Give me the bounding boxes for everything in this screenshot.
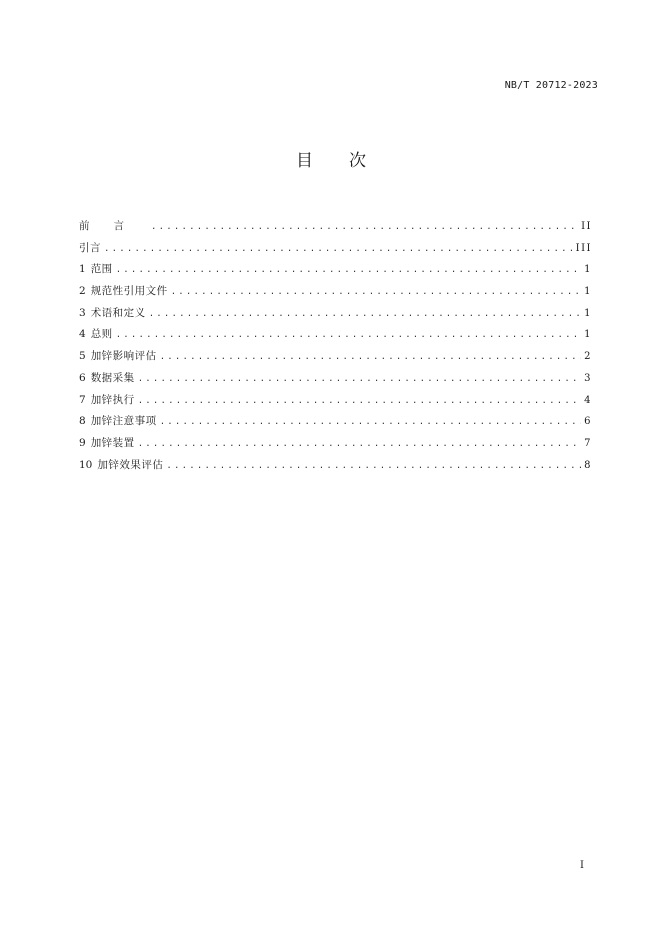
- document-code: NB/T 20712-2023: [504, 80, 598, 91]
- toc-entry-page: 1: [584, 286, 592, 298]
- dot-leader: [116, 265, 581, 275]
- toc-entry-page: II: [581, 221, 592, 232]
- toc-entry-page: 7: [584, 437, 592, 449]
- toc-entry-5[interactable]: [79, 348, 592, 370]
- toc-entry-number: 6: [79, 371, 86, 384]
- dot-leader: [138, 439, 581, 449]
- table-of-contents: [79, 218, 592, 478]
- toc-entry-introduction[interactable]: [79, 240, 592, 262]
- toc-title: [0, 146, 662, 171]
- dot-leader: [160, 352, 581, 362]
- toc-entry-number: 8: [79, 415, 86, 428]
- toc-entry-6[interactable]: [79, 370, 592, 392]
- toc-entry-number: 9: [79, 436, 86, 449]
- toc-entry-page: 2: [584, 351, 592, 363]
- toc-entry-label: 引言: [79, 241, 101, 254]
- toc-entry-foreword[interactable]: [79, 218, 592, 240]
- toc-entry-label: 加锌效果评估: [97, 458, 164, 471]
- toc-entry-page: 1: [584, 307, 592, 319]
- toc-entry-label: 加锌影响评估: [90, 350, 157, 363]
- toc-entry-7[interactable]: [79, 392, 592, 414]
- toc-entry-label: 范围: [90, 263, 113, 276]
- dot-leader: [104, 244, 573, 254]
- toc-entry-number: 3: [79, 306, 86, 319]
- toc-entry-4[interactable]: [79, 326, 592, 348]
- toc-entry-8[interactable]: [79, 413, 592, 435]
- toc-entry-page: 4: [584, 394, 592, 406]
- toc-entry-label: 规范性引用文件: [90, 285, 168, 298]
- toc-entry-number: 10: [79, 458, 93, 471]
- toc-entry-1[interactable]: [79, 261, 592, 283]
- toc-entry-3[interactable]: [79, 305, 592, 327]
- toc-title-char: 目: [296, 151, 313, 171]
- toc-entry-number: 7: [79, 393, 86, 406]
- toc-entry-page: 6: [584, 416, 592, 428]
- dot-leader: [149, 309, 581, 319]
- toc-entry-number: 1: [79, 263, 86, 276]
- toc-entry-label: 加锌注意事项: [90, 415, 157, 428]
- dot-leader: [160, 417, 581, 427]
- toc-entry-page: III: [575, 242, 592, 254]
- toc-entry-label: 总则: [90, 328, 113, 341]
- toc-entry-number: 4: [79, 328, 86, 341]
- toc-entry-page: 8: [584, 459, 592, 471]
- toc-entry-number: 5: [79, 350, 86, 363]
- toc-entry-2[interactable]: [79, 283, 592, 305]
- toc-entry-label: 术语和定义: [90, 306, 146, 319]
- dot-leader: [166, 461, 581, 471]
- toc-entry-label: 数据采集: [90, 371, 135, 384]
- toc-title-char: 次: [349, 151, 366, 171]
- toc-entry-10[interactable]: [79, 457, 592, 479]
- dot-leader: [151, 222, 578, 232]
- toc-entry-page: 1: [584, 264, 592, 276]
- dot-leader: [116, 330, 581, 340]
- page-number: I: [580, 860, 584, 871]
- toc-entry-9[interactable]: [79, 435, 592, 457]
- toc-entry-number: 2: [79, 285, 86, 298]
- toc-entry-page: 1: [584, 329, 592, 341]
- dot-leader: [138, 374, 581, 384]
- toc-entry-label: 加锌执行: [90, 393, 135, 406]
- dot-leader: [138, 396, 581, 406]
- dot-leader: [171, 287, 581, 297]
- toc-entry-label: 加锌装置: [90, 436, 135, 449]
- toc-entry-label: 前言: [79, 220, 148, 232]
- toc-entry-page: 3: [584, 372, 592, 384]
